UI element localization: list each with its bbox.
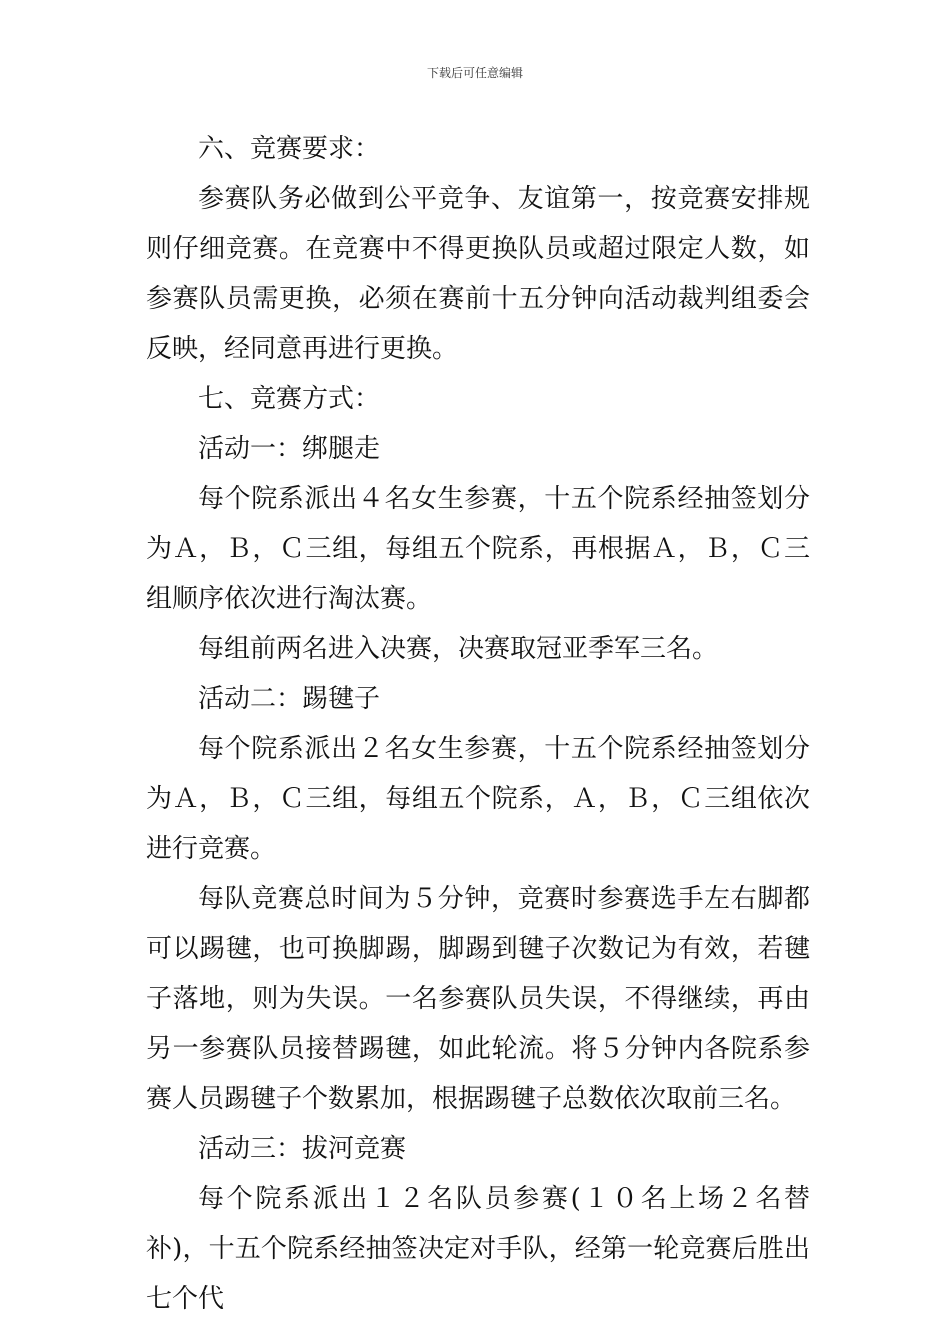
activity-one-heading: 活动一：绑腿走 <box>198 434 381 464</box>
activity-one-paragraph: 每个院系派出４名女生参赛，十五个院系经抽签划分为Ａ，Ｂ，Ｃ三组，每组五个院系，再根据Ａ，Ｂ，Ｃ三组顺序依次进行淘汰赛。 <box>146 484 810 614</box>
section-six-heading: 六、竞赛要求： <box>198 134 381 164</box>
page-header: 下载后可任意编辑 <box>426 66 523 80</box>
activity-one-final-paragraph: 每组前两名进入决赛，决赛取冠亚季军三名。 <box>198 634 719 664</box>
activity-three-heading: 活动三：拔河竞赛 <box>198 1134 407 1164</box>
document-body <box>146 124 810 1324</box>
activity-two-rules-paragraph: 每队竞赛总时间为５分钟，竞赛时参赛选手左右脚都可以踢毽，也可换脚踢，脚踢到毽子次数记为有效，若毽子落地，则为失误。一名参赛队员失误，不得继续，再由另一参赛队员接替踢毽，如此轮流。将５分钟内各院系参赛人员踢毽子个数累加，根据踢毽子总数依次取前三名。 <box>146 884 810 1114</box>
requirements-paragraph: 参赛队务必做到公平竞争、友谊第一，按竞赛安排规则仔细竞赛。在竞赛中不得更换队员或超过限定人数，如参赛队员需更换，必须在赛前十五分钟向活动裁判组委会反映，经同意再进行更换。 <box>146 184 810 364</box>
section-seven-heading: 七、竞赛方式： <box>198 384 381 414</box>
activity-three-paragraph: 每个院系派出１２名队员参赛(１０名上场２名替补)，十五个院系经抽签决定对手队，经第一轮竞赛后胜出七个代 <box>146 1184 810 1314</box>
activity-two-paragraph: 每个院系派出２名女生参赛，十五个院系经抽签划分为Ａ，Ｂ，Ｃ三组，每组五个院系，Ａ，Ｂ，Ｃ三组依次进行竞赛。 <box>146 734 810 864</box>
activity-two-heading: 活动二：踢毽子 <box>198 684 381 714</box>
